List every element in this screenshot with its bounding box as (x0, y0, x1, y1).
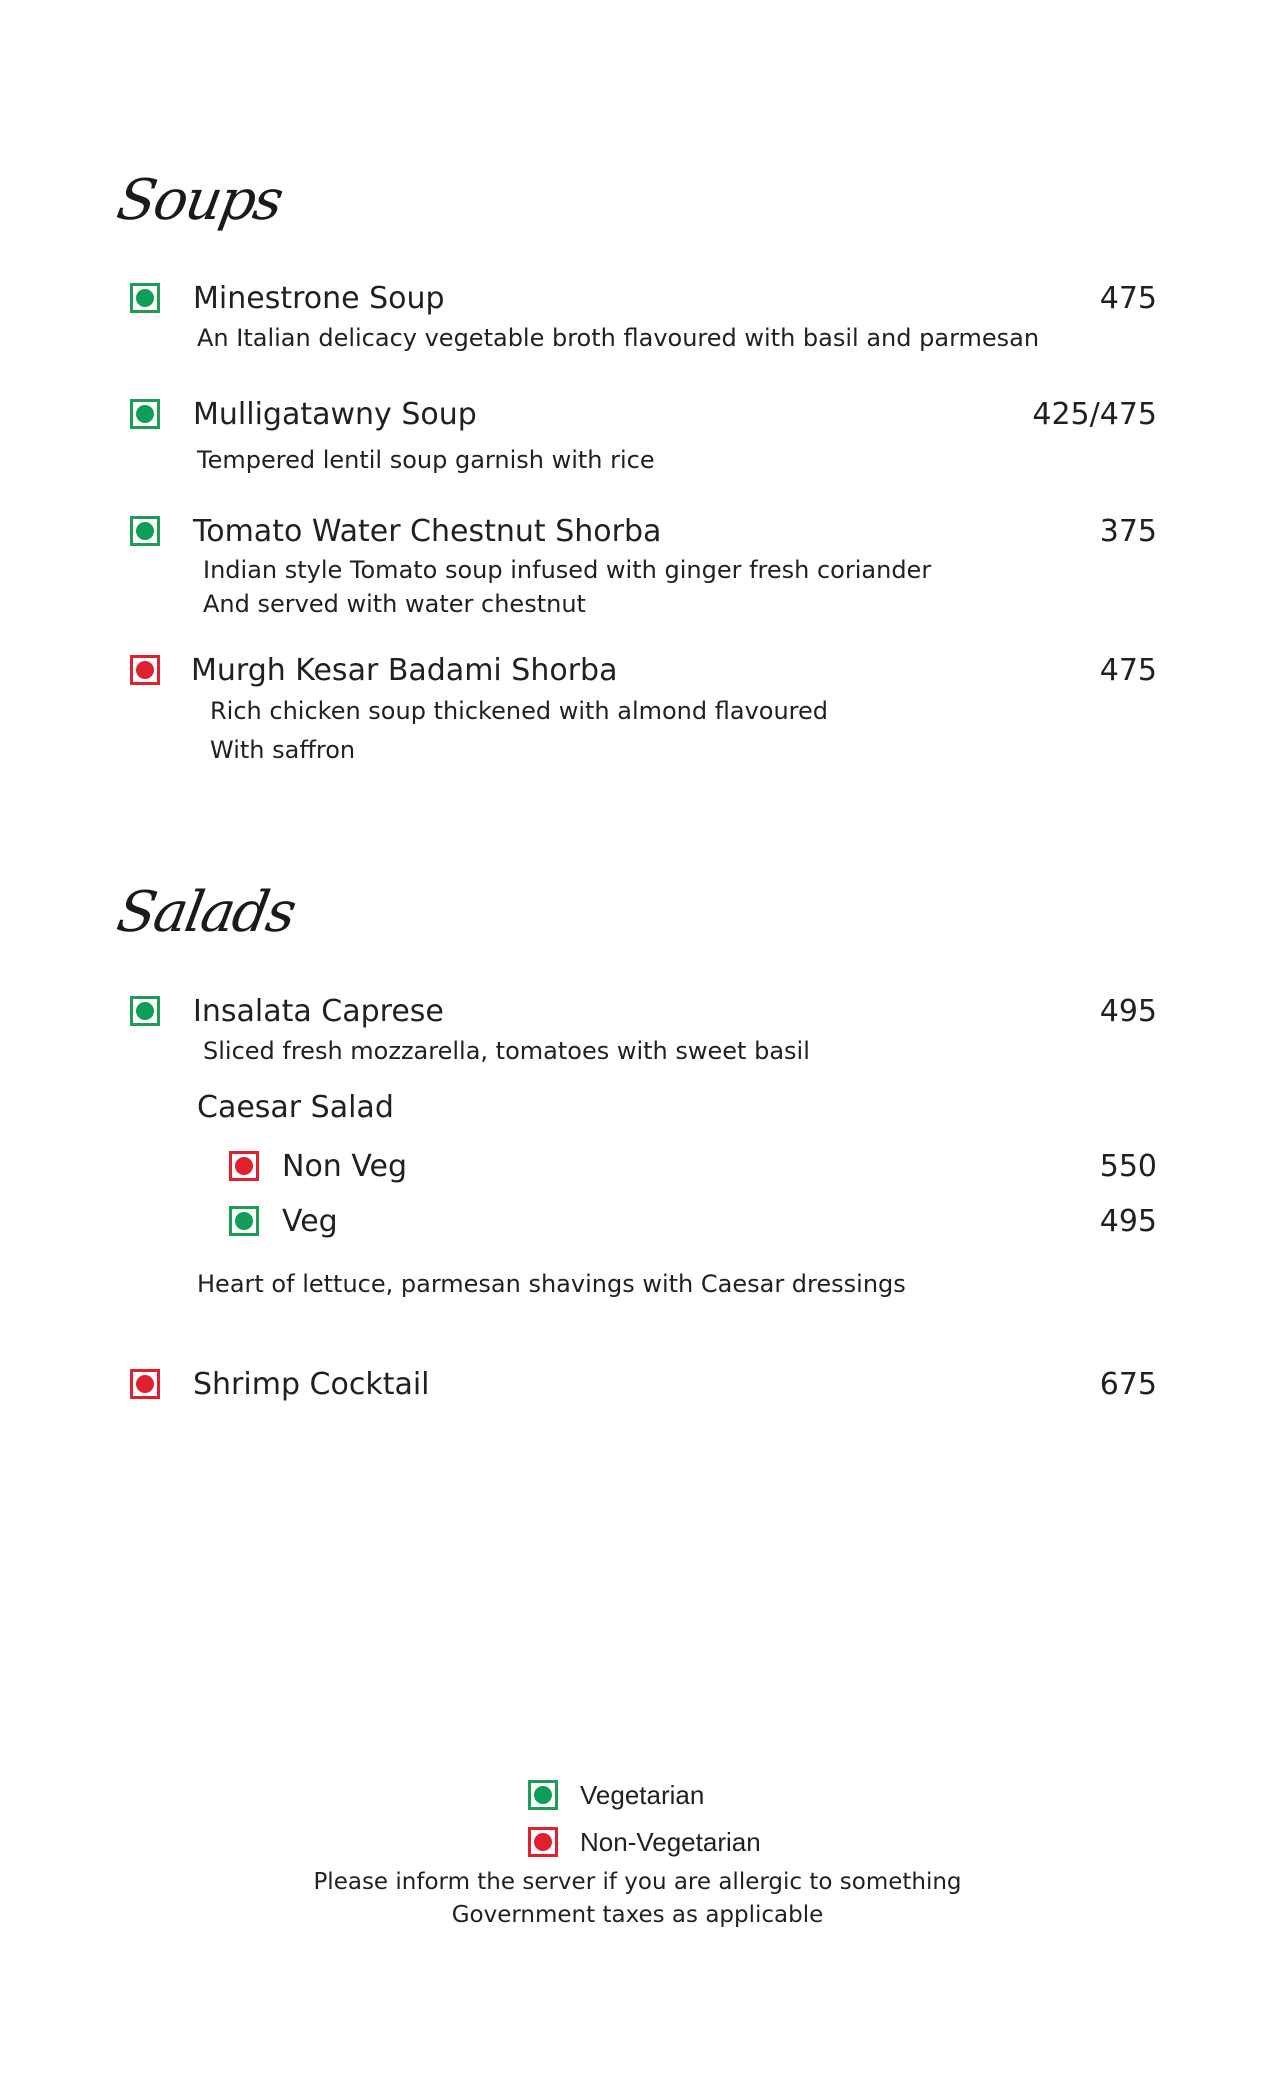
item-description: Indian style Tomato soup infused with ginger fresh coriander (203, 556, 932, 584)
item-name: Shrimp Cocktail (193, 1366, 430, 1402)
item-name: Minestrone Soup (193, 280, 445, 316)
item-name: Non Veg (282, 1148, 408, 1184)
item-price: 495 (1099, 993, 1157, 1029)
item-price: 475 (1099, 652, 1157, 688)
item-description: An Italian delicacy vegetable broth flavoured with basil and parmesan (197, 324, 1040, 352)
item-price: 475 (1099, 280, 1157, 316)
caesar-option-veg (229, 1199, 1157, 1243)
menu-item-minestrone-soup (130, 276, 1157, 356)
soups-heading: Soups (112, 168, 287, 233)
menu-item-insalata-caprese (130, 989, 1157, 1069)
legend-label: Non-Vegetarian (580, 1826, 761, 1857)
item-name: Tomato Water Chestnut Shorba (193, 513, 662, 549)
item-price: 675 (1099, 1366, 1157, 1402)
menu-item-mulligatawny-soup (130, 392, 1157, 478)
nonveg-marker-icon (130, 655, 160, 685)
allergy-note: Please inform the server if you are allergic to something (313, 1869, 962, 1895)
item-description: And served with water chestnut (203, 590, 586, 618)
veg-marker-icon (229, 1206, 259, 1236)
veg-marker-icon (130, 516, 160, 546)
item-name: Veg (282, 1203, 338, 1239)
caesar-option-non-veg (229, 1144, 1157, 1188)
item-description: Rich chicken soup thickened with almond flavoured (210, 697, 829, 725)
item-price: 550 (1099, 1148, 1157, 1184)
item-description: With saffron (210, 736, 356, 764)
menu-item-murgh-kesar-badami-shorba (130, 648, 1157, 770)
veg-marker-icon (528, 1780, 558, 1810)
nonveg-marker-icon (229, 1151, 259, 1181)
menu-item-shrimp-cocktail (130, 1362, 1157, 1406)
menu-item-tomato-water-chestnut-shorba (130, 509, 1157, 621)
item-price: 425/475 (1032, 396, 1157, 432)
item-description: Sliced fresh mozzarella, tomatoes with sweet basil (203, 1037, 810, 1065)
legend-non-vegetarian (528, 1820, 761, 1864)
item-description: Tempered lentil soup garnish with rice (197, 446, 655, 474)
caesar-salad-title: Caesar Salad (197, 1090, 394, 1125)
diet-legend (528, 1773, 761, 1864)
item-name: Murgh Kesar Badami Shorba (191, 652, 618, 688)
legend-vegetarian (528, 1773, 761, 1817)
item-name: Mulligatawny Soup (193, 396, 477, 432)
veg-marker-icon (130, 283, 160, 313)
legend-label: Vegetarian (580, 1779, 705, 1810)
item-name: Insalata Caprese (193, 993, 444, 1029)
tax-note: Government taxes as applicable (451, 1902, 824, 1928)
veg-marker-icon (130, 399, 160, 429)
item-price: 495 (1099, 1203, 1157, 1239)
caesar-salad-description: Heart of lettuce, parmesan shavings with Caesar dressings (197, 1270, 906, 1298)
nonveg-marker-icon (528, 1827, 558, 1857)
veg-marker-icon (130, 996, 160, 1026)
salads-heading: Salads (112, 880, 300, 945)
nonveg-marker-icon (130, 1369, 160, 1399)
item-price: 375 (1099, 513, 1157, 549)
